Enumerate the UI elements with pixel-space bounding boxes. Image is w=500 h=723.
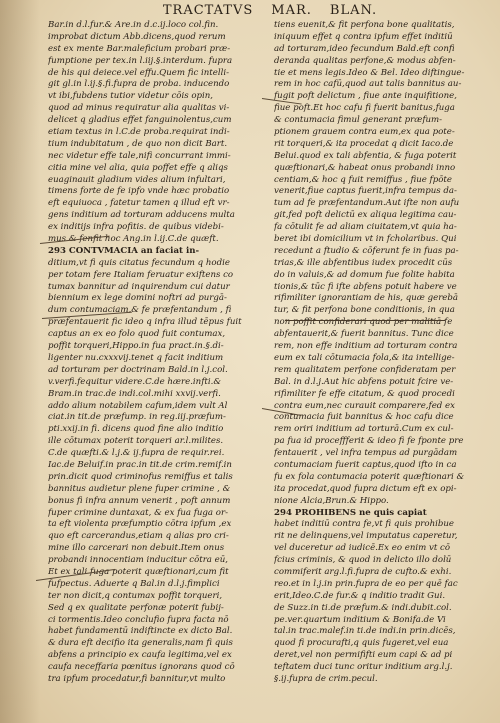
right-column-line: teftatem duci tunc oritur inditium arg.l.j. [274, 662, 453, 673]
right-column-line: rem, non effe inditium ad torturam contra [274, 341, 458, 352]
left-column-line: captus an ex eo folo quod fuit contumax, [48, 329, 226, 340]
right-column-line: deret,vel non permififti eum capi & ad pi [274, 650, 453, 661]
left-column-line: fufpectus. Aduerte q Bal.in d.l.j.fimplici [48, 578, 220, 589]
left-column-line: Et ex tali fuga poterit quæftionari,cum fit [48, 566, 229, 577]
left-column-line: dum contumaciam,& fe præfentandum , fi [48, 305, 232, 316]
left-column-line: bonus fi infra annum venerit , poft annum [48, 495, 231, 506]
left-column-line: ditium,vt fi quis citatus fecundum q hodie [48, 257, 230, 268]
right-column-line: de Suzz.in ti.de præfum.& indi.dubit.col. [274, 602, 452, 613]
left-column-line: tumax bannitur ad inquirendum cui datur [48, 281, 230, 292]
right-column-line: erit,Ideo.C.de fur.& q inditio tradit Gui. [274, 590, 446, 601]
right-column-line: deranda qualitas perfone,& modus abfen- [274, 55, 456, 66]
left-column-line: addo alium notabilem cafum,idem vult Al [48, 400, 228, 411]
left-column-line: timens forte de fe ipfo vnde hæc probatio [48, 186, 230, 197]
right-column-line: tiens euenit,& fit perfona bone qualitatis, [274, 20, 455, 30]
left-column-line: tra ipfum procedatur,fi bannitur,vt multo [48, 673, 226, 684]
left-column-line: eft equiuoca , fatetur tamen q illud eft vr- [48, 198, 230, 209]
right-column-line: §.ij.fupra de crim.pecul. [274, 673, 378, 684]
right-column-line: fa cōtulit fe ad aliam ciuitatem,vt quia ha- [274, 222, 457, 233]
right-column-line: quod fi procurafti,q quis fugeret,vel eua [274, 638, 449, 649]
right-column-line: 294 PROHIBENS ne quis capiat [274, 507, 427, 518]
right-column-line: trias,& ille abfentibus iudex procedit cūs [274, 257, 453, 268]
right-column-line: fiue poft.Et hoc cafu fi fuerit banitus,fuga [274, 103, 455, 114]
right-column-line: Bal. in d.l.j.Aut hic abfens potuit fcire ve- [274, 376, 454, 387]
right-column-line: pa fua id proceffferit & ideo fi fe fponte pre [274, 436, 464, 447]
right-column-line: & contumacia fimul generant præfum- [274, 115, 443, 126]
left-column-line: de his qui deiece.vel effu.Quem fic intelli- [48, 67, 229, 78]
right-column-line: tie et mens legis.Ideo & Bel. Ideo diftingue- [274, 67, 465, 78]
header-word-1: TRACTATVS [162, 3, 254, 18]
running-header [60, 3, 480, 19]
left-column-line: etiam textus in l.C.de proba.requirat indi- [48, 127, 230, 138]
right-column-line: tionis,& tūc fi ifte abfens potuit habere ve [274, 281, 457, 292]
right-column-line: contra eum,nec curauit comparere,fed ex [274, 400, 455, 411]
right-column-line: pe.ver.quartum inditium & Bonifa.de Vi [274, 614, 446, 625]
right-column-line: venerit,fiue captus fuerit,infra tempus da- [274, 186, 457, 197]
left-column-line: ter non dicit,q contumax poffit torqueri, [48, 590, 223, 601]
right-column-line: abfentauerit,& fuerit bannitus. Tunc dice [274, 329, 454, 340]
right-text-column [274, 20, 488, 686]
right-column-line: rifimiliter fe effe citatum, & quod procedi [274, 388, 455, 399]
right-column-line: contumacia fuit bannitus & hoc cafu dice [274, 412, 454, 423]
header-word-2: MAR. [271, 3, 312, 18]
right-column-line: rem oriri inditium ad torturā.Cum ex cul- [274, 424, 454, 435]
left-column-line: ille cōtumax poterit torqueri ar.l.milites. [48, 436, 224, 447]
left-column-line: poffit torqueri,Hippo.in fua pract.in.§.di- [48, 341, 224, 352]
right-column-line: nione Alcia,Brun.& Hippo. [274, 495, 389, 506]
left-column-line: præfentauerit fic ideo q infra illud tēpus fuit [48, 317, 242, 328]
left-column-line: nec videtur effe tale,nifi concurrant immi- [48, 150, 231, 161]
left-text-column [48, 20, 270, 686]
right-column-line: Belui.quod ex tali abfentia, & fuga poterit [274, 150, 457, 161]
left-column-line: probandi innocentiam inducitur cōtra eū, [48, 555, 229, 566]
left-column-line: Sed q ex qualitate perfonæ poterit fubij- [48, 602, 224, 613]
right-column-line: fugit poft delictum , fiue ante inquifitione, [274, 91, 457, 102]
binding-shadow [0, 0, 40, 723]
right-column-line: recedunt a ftudio & cōferunt fe in fuas pa- [274, 245, 459, 256]
right-column-line: beret ibi domicilium vt in fcholaribus. Qui [274, 234, 457, 245]
right-column-line: ptionem grauem contra eum,ex qua pote- [274, 127, 455, 138]
left-column-line: gens inditium ad torturam adducens multa [48, 210, 235, 221]
right-column-line: rem in hoc cafū,quod aut talis bannitus au- [274, 79, 462, 90]
right-column-line: contumaciam fuerit captus,quod ifto in ca [274, 459, 457, 470]
left-column-line: citia mine vel alia, quia poffet effe q aliqs [48, 162, 228, 173]
right-column-line: rem qualitatem perfone confideratam per [274, 364, 456, 375]
right-column-line: quæftionari,& habeat onus probandi inno [274, 162, 456, 173]
left-column-line: & dura eft decifio ita generalis,nam fi quis [48, 638, 233, 649]
left-column-line: quod ad minus requiratur alia qualitas vi- [48, 103, 230, 114]
right-column-line: habet inditiū contra fe,vt fi quis prohibue [274, 519, 454, 530]
left-column-line: vt ibi,fubdens tutior videtur cōis opin, [48, 91, 214, 102]
left-column-line: mine illo carcerari non debuit.Item onus [48, 543, 225, 554]
right-column-line: tur, & fit perfona bone conditionis, in qua [274, 305, 455, 316]
left-column-line: caufa neceffaria pœnitus ignorans quod cō [48, 662, 235, 673]
right-column-line: centiam,& hoc q fuit remiffus , fiue fpōte [274, 174, 452, 185]
left-column-line: fuper crimine duntaxat, & ex fua fuga or- [48, 507, 228, 518]
left-column-line: 293 CONTVMACIA an faciat in- [48, 245, 200, 256]
left-column-line: ci tormentis.Ideo conclufio fupra facta nō [48, 614, 229, 625]
left-column-line: abfens a principio ex caufa legitima,vel ex [48, 650, 232, 661]
right-column-line: commiferit arg.l.fi.fupra de cufto.& exhi. [274, 566, 452, 577]
right-column-line: rit torqueri,& ita procedat q dicit Iaco.de [274, 138, 454, 149]
left-column-line: pti.xxij.in fi. dicens quod fine alio inditio [48, 424, 224, 435]
right-column-line: do in valuis,& ad domum fue folite habita [274, 269, 455, 280]
right-column-line: vel duceretur ad iudicē.Ex eo enim vt cō [274, 543, 451, 554]
right-column-line: tum ad fe præfentandum.Aut ifte non aufu [274, 198, 460, 209]
left-column-line: v.verfi.fequitur videre.C.de hære.infti.& [48, 376, 221, 387]
left-column-line: Iac.de Beluif.in prac.in tit.de crim.remif.in [48, 459, 232, 470]
left-column-line: per totam fere Italiam feruatur exiftens co [48, 269, 234, 280]
right-column-line: rifimiliter ignorantiam de his, quæ gerebā [274, 293, 459, 304]
left-column-line: prin.dicit quod criminofus remiffus et talis [48, 471, 233, 482]
left-column-line: tium indubitatum , de quo non dicit Bart. [48, 138, 228, 149]
left-column-line: est ex mente Bar.maleficium probari præ- [48, 43, 231, 54]
right-column-line: ita procedat,quod fupra dictum eft ex opi- [274, 483, 457, 494]
right-column-line: iniquum effet q contra ipfum effet inditiū [274, 31, 453, 42]
left-column-line: delicet q gladius effet fanguinolentus,cum [48, 115, 232, 126]
left-column-line: bannitus audietur plene fuper crimine , & [48, 483, 231, 494]
right-column-line: fentauerit , vel infra tempus ad purgādam [274, 448, 458, 459]
left-column-line: quo eft carcerandus,etiam q alias pro cri- [48, 531, 229, 542]
right-column-line: ad torturam,ideo fecundum Bald.eft confi [274, 43, 455, 54]
right-column-line: reo.et in l.j.in prin.fupra de eo per quē fac [274, 578, 458, 589]
left-column-line: habet fundamentū indiftincte ex dicto Bal. [48, 626, 233, 637]
header-word-3: BLAN. [329, 3, 378, 18]
right-column-line: non poffit confiderari quod per malitiā fe [274, 317, 453, 328]
left-column-line: Bram.in trac.de indi.col.mihi xxvij.verfi. [48, 388, 221, 399]
left-column-line: ligenter nu.cxxxvij.tenet q facit inditium [48, 352, 224, 363]
left-column-line: ta eft violenta præfumptio cōtra ipfum ,ex [48, 519, 232, 530]
right-column-line: fcius criminis, & quod in delicto illo dolū [274, 555, 452, 566]
left-column-line: ad torturam per doctrinam Bald.in l.j.col. [48, 364, 228, 375]
right-column-line: fu ex fola contumacia poterit quæftionari & [274, 471, 465, 482]
right-column-line: tal.in trac.malef.in ti.de indi.in prin.dicēs, [274, 626, 456, 637]
left-column-line: Bar.in d.l.fur.& Are.in d.c.ij.loco col.fin. [48, 20, 219, 30]
left-column-line: biennium ex lege domini noftri ad purgā- [48, 293, 227, 304]
right-column-line: rit ne delinquens,vel imputatus caperetur, [274, 531, 458, 542]
left-column-line: fumptione per tex.in l.iij.§.interdum. fupra [48, 55, 233, 66]
left-column-line: mus & fenfit hoc Ang.in l.ij.C.de quæft. [48, 234, 219, 245]
left-column-line: C.de quæfti.& l.j.& ij.fupra de requir.rei. [48, 448, 225, 459]
left-column-line: ex inditijs infra pofitis. de quibus videbi- [48, 222, 224, 233]
right-column-line: git,fed poft delictū ex aliqua legitima cau- [274, 210, 457, 221]
right-column-line: eum ex tali cōtumacia fola,& ita intellige- [274, 352, 455, 363]
left-column-line: ciat.in tit.de præfump. in reg.iij.præfum- [48, 412, 226, 423]
left-column-line: improbat dictum Abb.dicens,quod rerum [48, 31, 226, 42]
left-column-line: euaginauit gladium vides alium infultari, [48, 174, 226, 185]
left-column-line: git gl.in l.ij.§.fi.fupra de proba. inducendo [48, 79, 230, 90]
